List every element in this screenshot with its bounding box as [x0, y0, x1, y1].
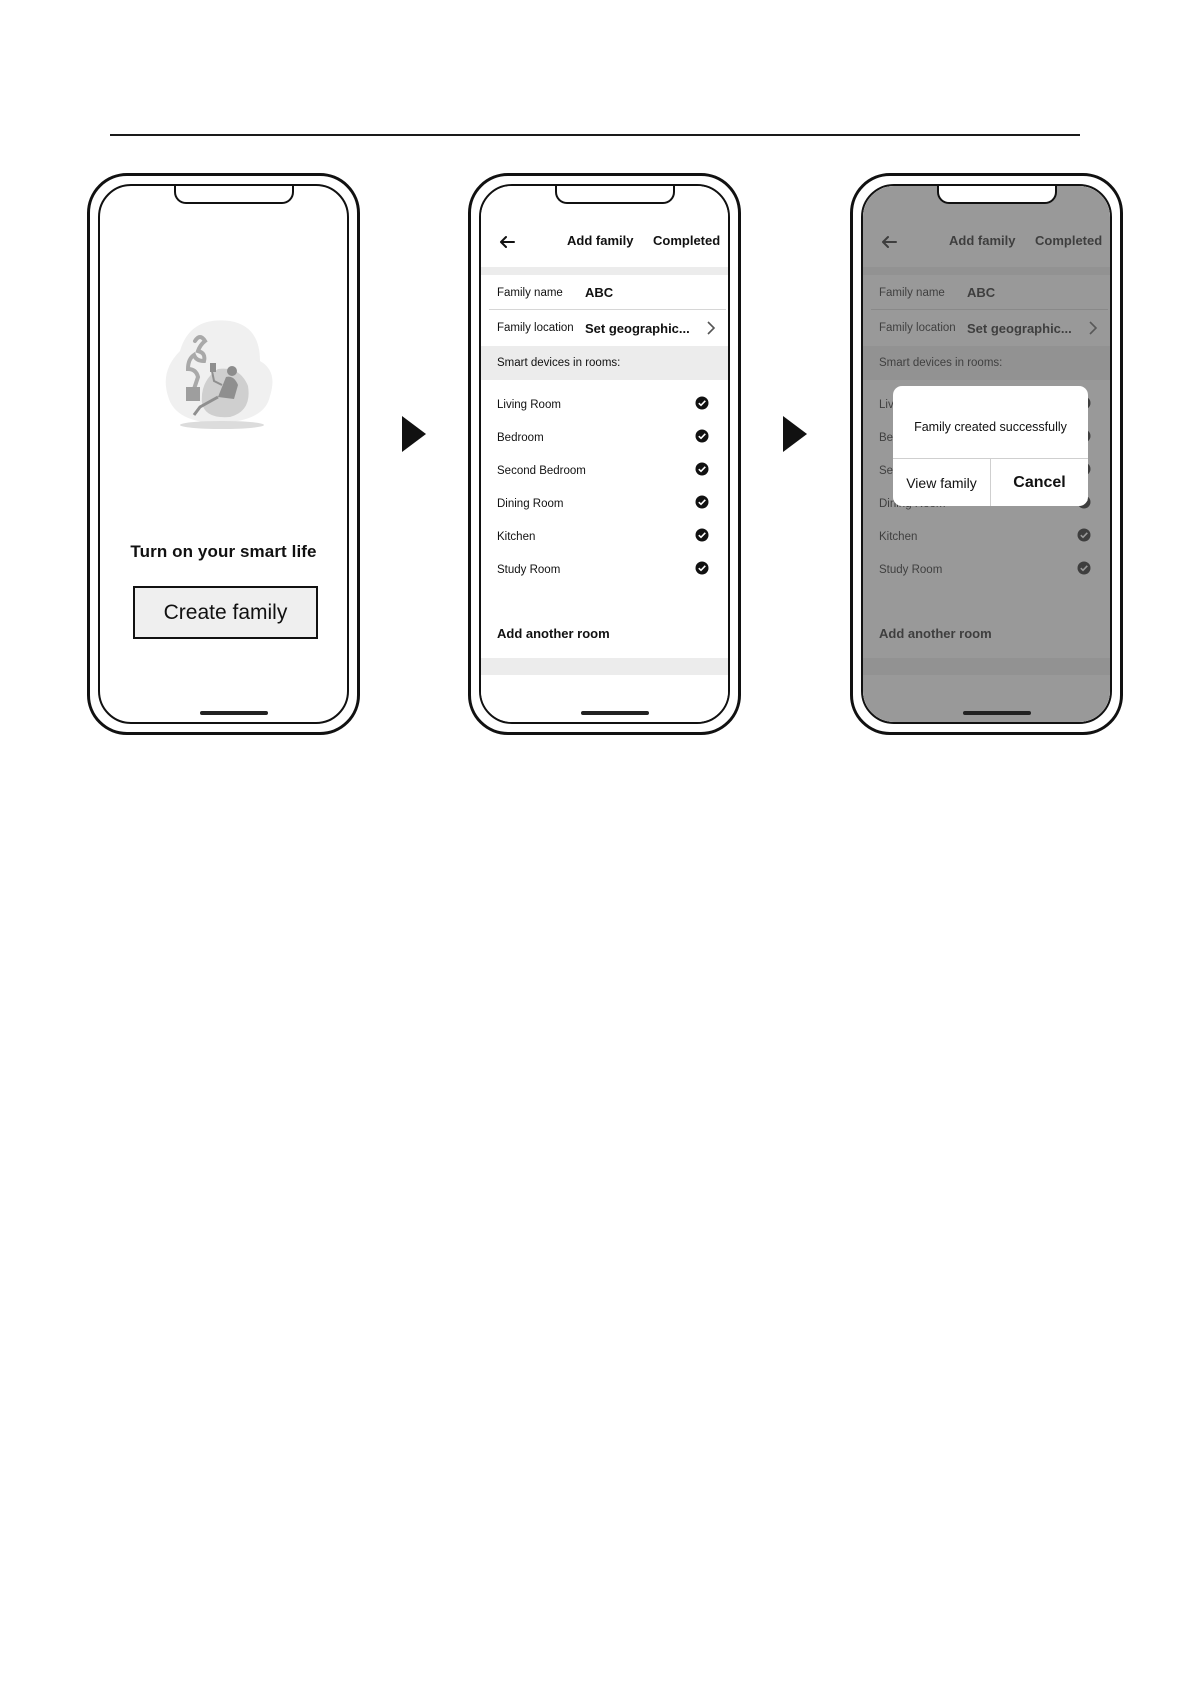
phone-frame-welcome: [87, 173, 360, 735]
play-triangle-icon: [402, 416, 426, 452]
view-family-button[interactable]: View family: [906, 474, 977, 491]
person-relaxing-illustration: [160, 311, 280, 436]
room-name: Second Bedroom: [497, 464, 586, 477]
family-location-label: Family location: [497, 322, 574, 334]
phone-frame-add-family: [468, 173, 741, 735]
home-indicator: [581, 711, 649, 715]
family-location-row[interactable]: [481, 311, 730, 345]
phone-notch: [174, 184, 294, 204]
welcome-title: Turn on your smart life: [130, 542, 317, 561]
screen-success: [861, 184, 1112, 724]
room-item[interactable]: [481, 388, 730, 421]
top-divider: [110, 134, 1080, 136]
add-family-page: [481, 186, 730, 724]
dialog-message: Family created successfully: [914, 420, 1067, 434]
family-name-value: ABC: [585, 285, 614, 300]
check-circle-icon[interactable]: [695, 396, 709, 410]
room-item[interactable]: [481, 454, 730, 487]
room-item[interactable]: [481, 487, 730, 520]
home-indicator: [200, 711, 268, 715]
page-title: Add family: [567, 233, 634, 248]
phone-notch: [937, 184, 1057, 204]
nav-bar: [481, 216, 730, 266]
screen-add-family: [479, 184, 730, 724]
play-triangle-icon: [783, 416, 807, 452]
chevron-right-icon: [706, 321, 716, 335]
screen-welcome: [98, 184, 349, 724]
check-circle-icon[interactable]: [695, 429, 709, 443]
family-location-value: Set geographic...: [585, 320, 690, 336]
family-name-row[interactable]: [489, 276, 726, 310]
room-item[interactable]: [481, 421, 730, 454]
success-dialog: [893, 386, 1088, 506]
phone-notch: [555, 184, 675, 204]
dialog-actions: [893, 458, 1088, 506]
room-name: Bedroom: [497, 431, 544, 444]
section-separator: [481, 267, 730, 275]
check-circle-icon[interactable]: [695, 528, 709, 542]
room-name: Study Room: [497, 563, 561, 576]
home-indicator: [963, 711, 1031, 715]
room-name: Living Room: [497, 398, 561, 411]
room-item[interactable]: [481, 520, 730, 553]
room-name: Dining Room: [497, 497, 564, 510]
completed-button[interactable]: Completed: [653, 233, 721, 248]
cancel-button[interactable]: Cancel: [990, 459, 1088, 506]
rooms-section-header: Smart devices in rooms:: [481, 346, 730, 380]
phone-frame-success: [850, 173, 1123, 735]
bottom-separator: [481, 658, 730, 675]
room-name: Kitchen: [497, 530, 536, 543]
check-circle-icon[interactable]: [695, 495, 709, 509]
room-item[interactable]: [481, 553, 730, 586]
create-family-button[interactable]: Create family: [133, 586, 318, 639]
check-circle-icon[interactable]: [695, 561, 709, 575]
add-another-room-button[interactable]: Add another room: [497, 626, 610, 641]
room-list: [481, 388, 730, 586]
check-circle-icon[interactable]: [695, 462, 709, 476]
family-name-label: Family name: [497, 286, 563, 299]
arrow-left-icon[interactable]: [497, 232, 517, 252]
